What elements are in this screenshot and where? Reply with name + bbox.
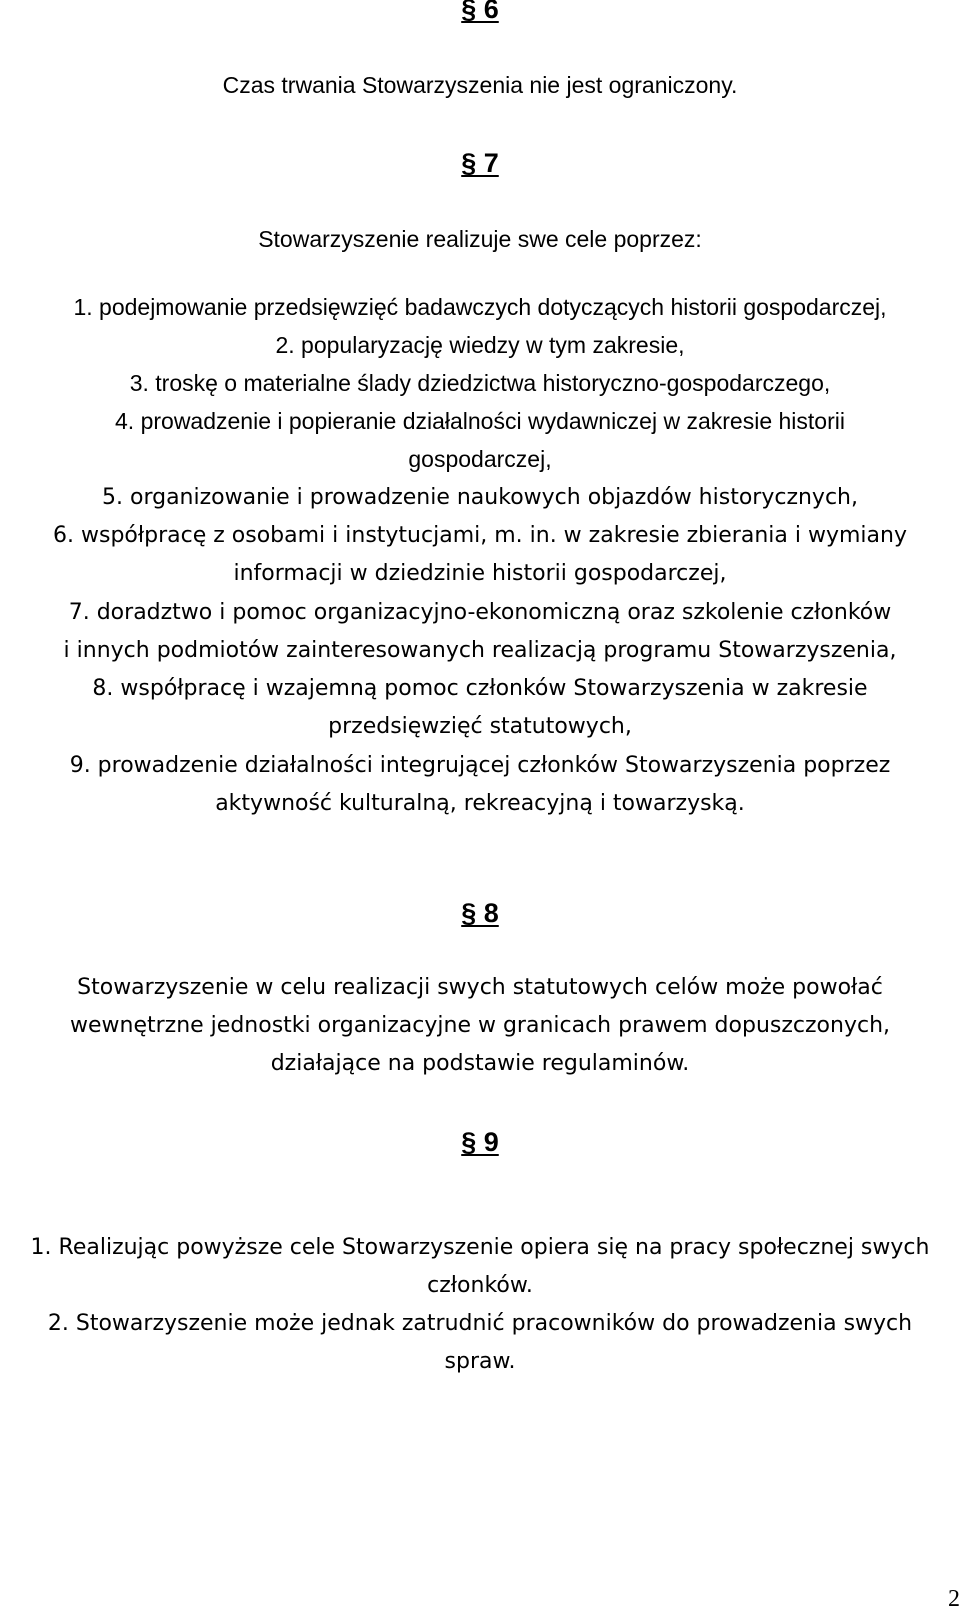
list-item-continuation: gospodarczej, <box>408 446 552 472</box>
section-9-heading: § 9 <box>461 1127 499 1157</box>
section-7-intro: Stowarzyszenie realizuje swe cele poprzez: <box>258 226 702 252</box>
list-item: 8. współpracę i wzajemną pomoc członków Stowarzyszenia w zakresie <box>92 676 868 701</box>
list-item: 3. troskę o materialne ślady dziedzictwa historyczno-gospodarczego, <box>129 370 831 396</box>
paragraph-line: Stowarzyszenie w celu realizacji swych statutowych celów może powołać <box>77 975 883 1000</box>
list-item-continuation: przedsięwzięć statutowych, <box>328 714 632 739</box>
list-item-continuation: i innych podmiotów zainteresowanych realizacją programu Stowarzyszenia, <box>63 638 897 663</box>
list-item: 7. doradztwo i pomoc organizacyjno-ekonomiczną oraz szkolenie członków <box>68 600 892 625</box>
list-item: 4. prowadzenie i popieranie działalności wydawniczej w zakresie historii <box>115 408 845 434</box>
section-6-heading: § 6 <box>461 0 499 24</box>
list-item-continuation: aktywność kulturalną, rekreacyjną i towarzyską. <box>215 791 745 816</box>
section-6-text: Czas trwania Stowarzyszenia nie jest ograniczony. <box>222 72 738 98</box>
paragraph-line: wewnętrzne jednostki organizacyjne w granicach prawem dopuszczonych, <box>69 1013 890 1038</box>
list-item: 9. prowadzenie działalności integrującej członków Stowarzyszenia poprzez <box>69 753 891 778</box>
page-number: 2 <box>948 1586 960 1612</box>
section-7-heading: § 7 <box>461 148 499 178</box>
list-item: 2. popularyzację wiedzy w tym zakresie, <box>275 332 685 358</box>
list-item-continuation: spraw. <box>444 1349 516 1374</box>
section-8-heading: § 8 <box>461 898 499 928</box>
list-item-continuation: informacji w dziedzinie historii gospodarczej, <box>233 561 727 586</box>
list-item: 6. współpracę z osobami i instytucjami, m. in. w zakresie zbierania i wymiany <box>53 523 907 548</box>
list-item: 1. Realizując powyższe cele Stowarzyszenie opiera się na pracy społecznej swych <box>30 1235 930 1260</box>
list-item: 5. organizowanie i prowadzenie naukowych objazdów historycznych, <box>102 485 858 510</box>
list-item: 1. podejmowanie przedsięwzięć badawczych dotyczących historii gospodarczej, <box>73 294 887 320</box>
paragraph-line: działające na podstawie regulaminów. <box>270 1051 690 1076</box>
list-item-continuation: członków. <box>427 1273 533 1298</box>
list-item: 2. Stowarzyszenie może jednak zatrudnić pracowników do prowadzenia swych <box>47 1311 913 1336</box>
